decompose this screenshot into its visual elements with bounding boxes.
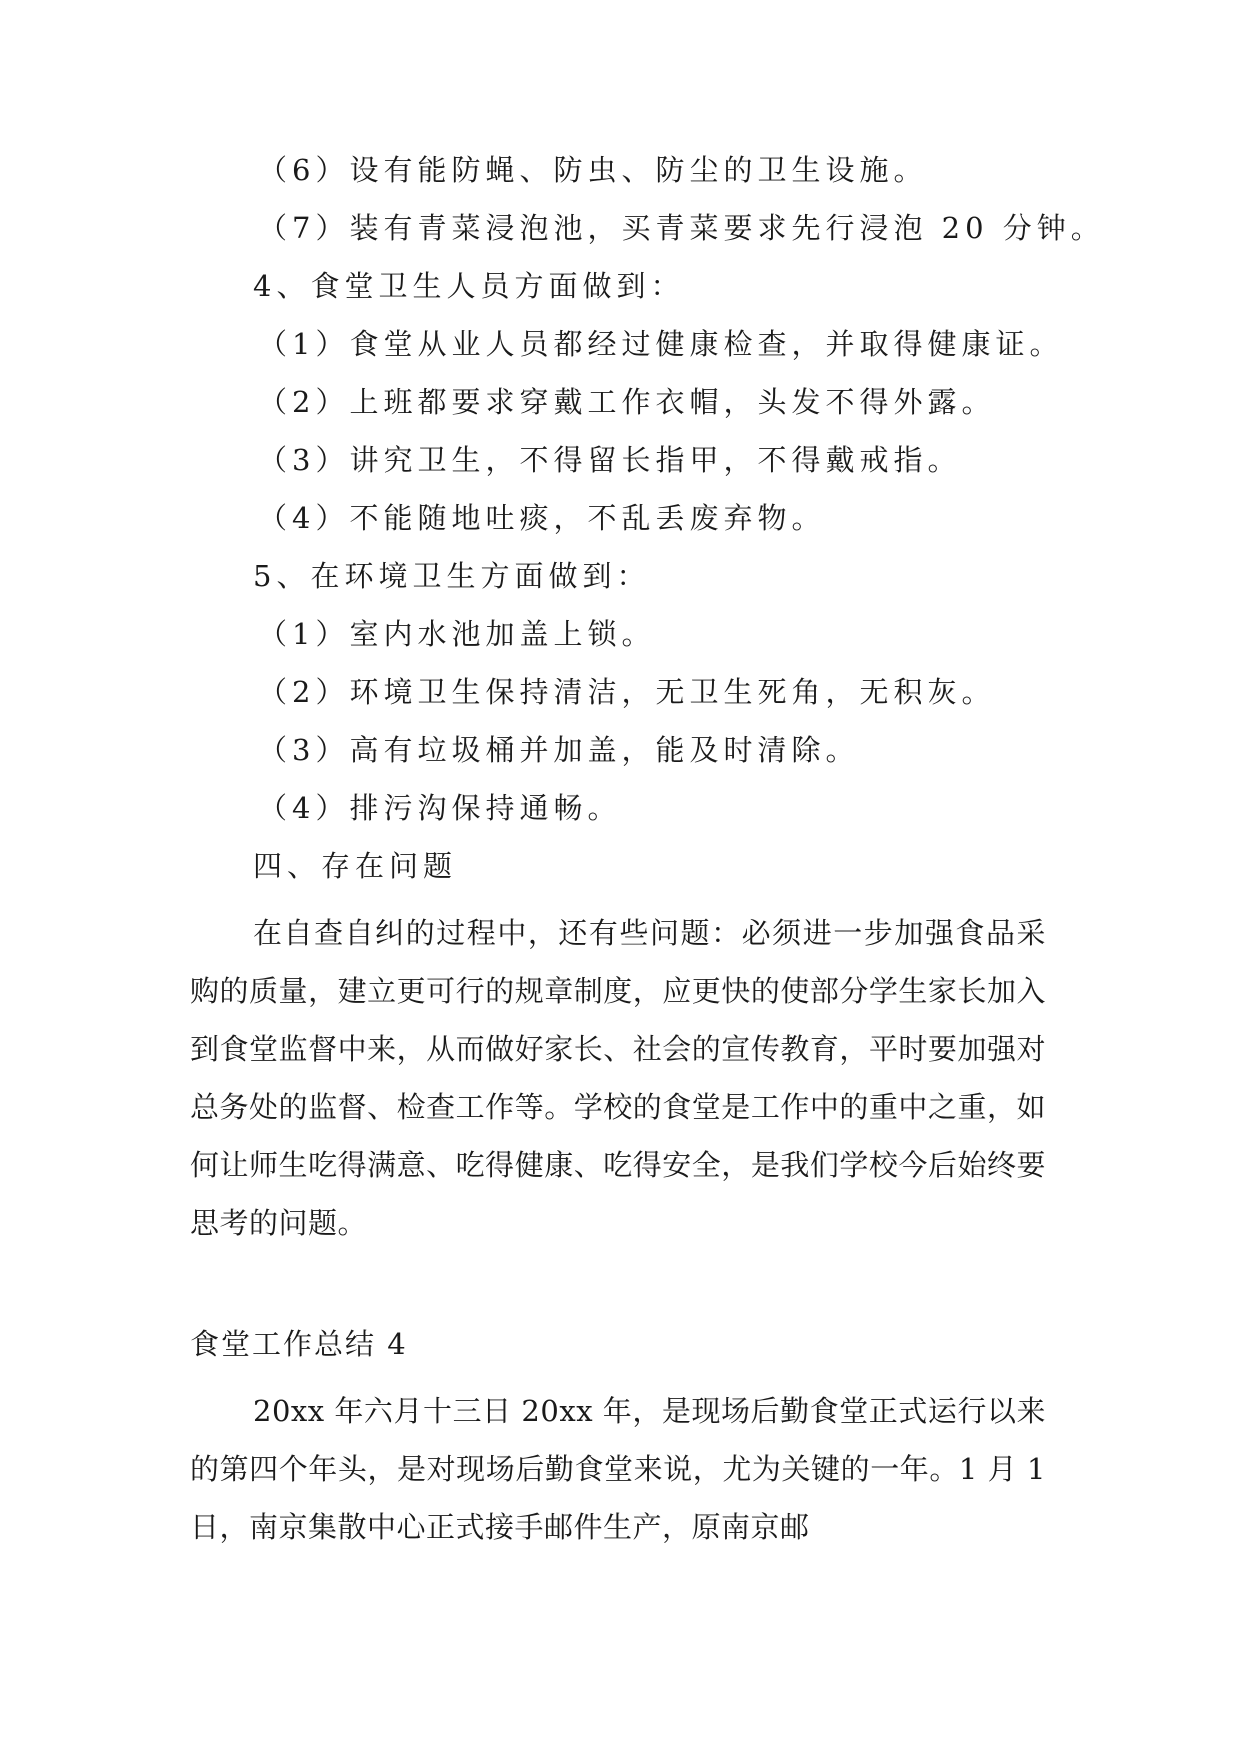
heading-existing-problems: 四、存在问题 [253,849,458,883]
heading-staff-hygiene: 4、食堂卫生人员方面做到： [253,269,685,303]
env-item-1: （1）室内水池加盖上锁。 [258,617,656,651]
item-6-line: （6）设有能防蝇、防虫、防尘的卫生设施。 [258,153,928,187]
heading-environment-hygiene: 5、在环境卫生方面做到： [253,559,651,593]
env-item-4: （4）排污沟保持通畅。 [258,791,622,825]
staff-item-4: （4）不能随地吐痰，不乱丢废弃物。 [258,501,826,535]
staff-item-1: （1）食堂从业人员都经过健康检查，并取得健康证。 [258,327,1064,361]
problems-paragraph: 在自查自纠的过程中，还有些问题：必须进一步加强食品采购的质量，建立更可行的规章制度，应更快的使部分学生家长加入到食堂监督中来，从而做好家长、社会的宣传教育，平时要加强对总务处的监督、检查工作等。学校的食堂是工作中的重中之重，如何让师生吃得满意、吃得健康、吃得安全，是我们学校今后始终要思考的问题。 [190,916,1046,1240]
item-7-line: （7）装有青菜浸泡池，买青菜要求先行浸泡 20 分钟。 [258,211,1105,245]
staff-item-2: （2）上班都要求穿戴工作衣帽，头发不得外露。 [258,385,996,419]
section-title: 食堂工作总结 4 [190,1327,408,1361]
staff-item-3: （3）讲究卫生，不得留长指甲，不得戴戒指。 [258,443,962,477]
env-item-3: （3）高有垃圾桶并加盖，能及时清除。 [258,733,860,767]
env-item-2: （2）环境卫生保持清洁，无卫生死角，无积灰。 [258,675,996,709]
summary-paragraph: 20xx 年六月十三日 20xx 年，是现场后勤食堂正式运行以来的第四个年头，是对现场后勤食堂来说，尤为关键的一年。1 月 1 日，南京集散中心正式接手邮件生产，原南京邮 [190,1394,1046,1544]
